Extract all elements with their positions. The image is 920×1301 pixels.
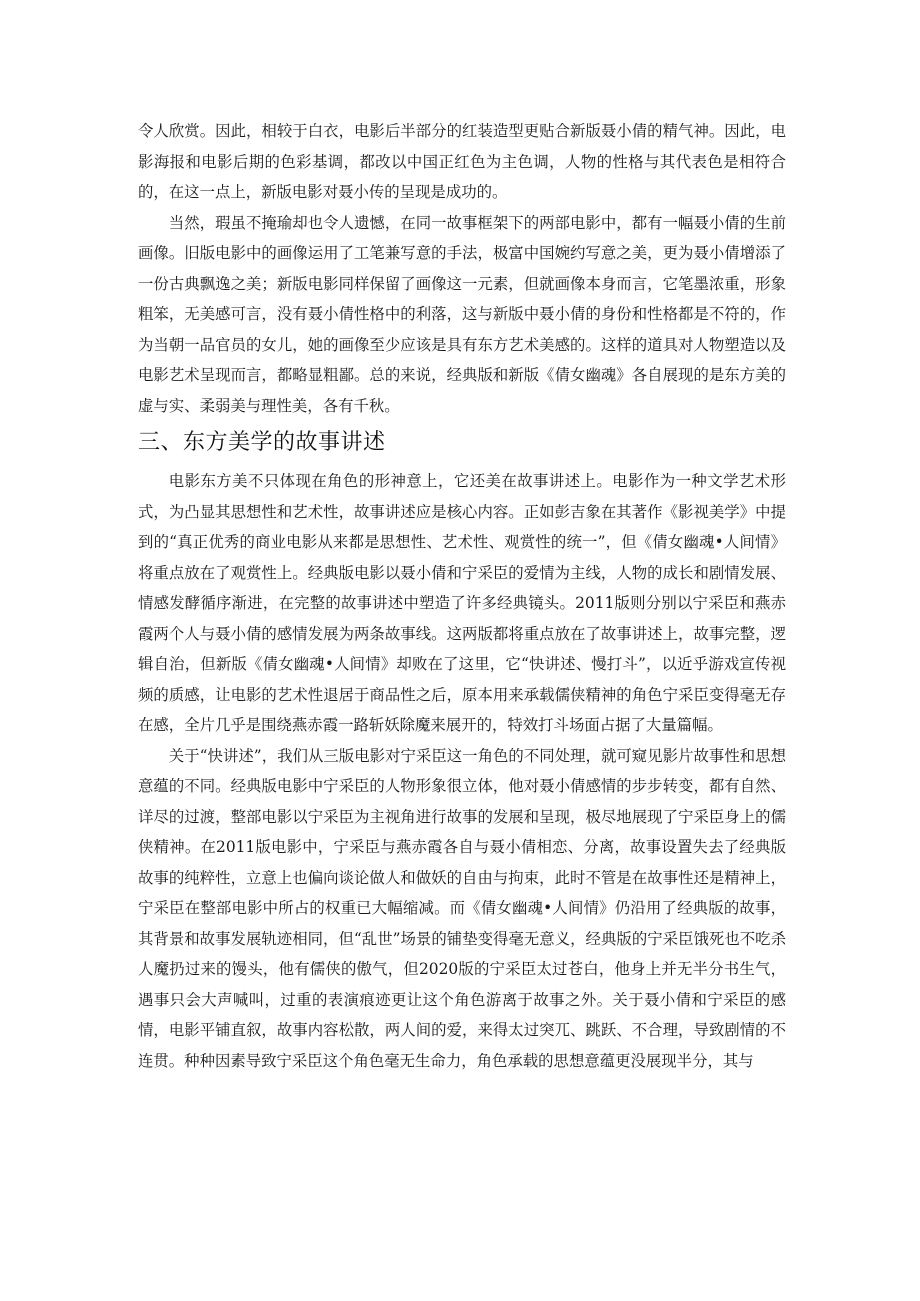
section-heading: 三、东方美学的故事讲述 — [138, 430, 386, 455]
document-body — [138, 116, 786, 1076]
paragraph-fast-narration: 关于“快讲述”，我们从三版电影对宁采臣这一角色的不同处理，就可窥见影片故事性和思想意蕴的不同。经典版电影中宁采臣的人物形象很立体，他对聂小倩感情的步步转变，都有自然、详尽的过渡，整部电影以宁采臣为主视角进行故事的发展和呈现，极尽地展现了宁采臣身上的儒侠精神。在2011版电影中，宁采臣与燕赤霞各自与聂小倩相恋、分离，故事设置失去了经典版故事的纯粹性，立意上也偏向谈论做人和做妖的自由与拘束，此时不管是在故事性还是精神上，宁采臣在整部电影中所占的权重已大幅缩减。而《倩女幽魂•人间情》仍沿用了经典版的故事，其背景和故事发展轨迹相同，但“乱世”场景的铺垫变得毫无意义，经典版的宁采臣饿死也不吃杀人魔扔过来的馒头，他有儒侠的傲气，但2020版的宁采臣太过苍白，他身上并无半分书生气，遇事只会大声喊叫，过重的表演痕迹更让这个角色游离于故事之外。关于聂小倩和宁采臣的感情，电影平铺直叙，故事内容松散，两人间的爱，来得太过突兀、跳跃、不合理，导致剧情的不连贯。种种因素导致宁采臣这个角色毫无生命力，角色承载的思想意蕴更没展现半分，其与 — [138, 746, 786, 1070]
paragraph-storytelling: 电影东方美不只体现在角色的形神意上，它还美在故事讲述上。电影作为一种文学艺术形式，为凸显其思想性和艺术性，故事讲述应是核心内容。正如彭吉象在其著作《影视美学》中提到的“真正优秀的商业电影从来都是思想性、艺术性、观赏性的统一”，但《倩女幽魂•人间情》将重点放在了观赏性上。经典版电影以聂小倩和宁采臣的爱情为主线，人物的成长和剧情发展、情感发酵循序渐进，在完整的故事讲述中塑造了许多经典镜头。2011版则分别以宁采臣和燕赤霞两个人与聂小倩的感情发展为两条故事线。这两版都将重点放在了故事讲述上，故事完整，逻辑自治，但新版《倩女幽魂•人间情》却败在了这里，它“快讲述、慢打斗”，以近乎游戏宣传视频的质感，让电影的艺术性退居于商品性之后，原本用来承载儒侠精神的角色宁采臣变得毫无存在感，全片几乎是围绕燕赤霞一路斩妖除魔来展开的，特效打斗场面占据了大量篇幅。 — [138, 472, 786, 734]
paragraph-continued: 令人欣赏。因此，相较于白衣，电影后半部分的红装造型更贴合新版聂小倩的精气神。因此，电影海报和电影后期的色彩基调，都改以中国正红色为主色调，人物的性格与其代表色是相符合的，在这一点上，新版电影对聂小传的呈现是成功的。 — [138, 122, 786, 201]
paragraph-painting-critique: 当然，瑕虽不掩瑜却也令人遗憾，在同一故事框架下的两部电影中，都有一幅聂小倩的生前画像。旧版电影中的画像运用了工笔兼写意的手法，极富中国婉约写意之美，更为聂小倩增添了一份古典飘逸之美；新版电影同样保留了画像这一元素，但就画像本身而言，它笔墨浓重，形象粗笨，无美感可言，没有聂小倩性格中的利落，这与新版中聂小倩的身份和性格都是不符的，作为当朝一品官员的女儿，她的画像至少应该是具有东方艺术美感的。这样的道具对人物塑造以及电影艺术呈现而言，都略显粗鄙。总的来说，经典版和新版《倩女幽魂》各自展现的是东方美的虚与实、柔弱美与理性美，各有千秋。 — [138, 213, 786, 415]
